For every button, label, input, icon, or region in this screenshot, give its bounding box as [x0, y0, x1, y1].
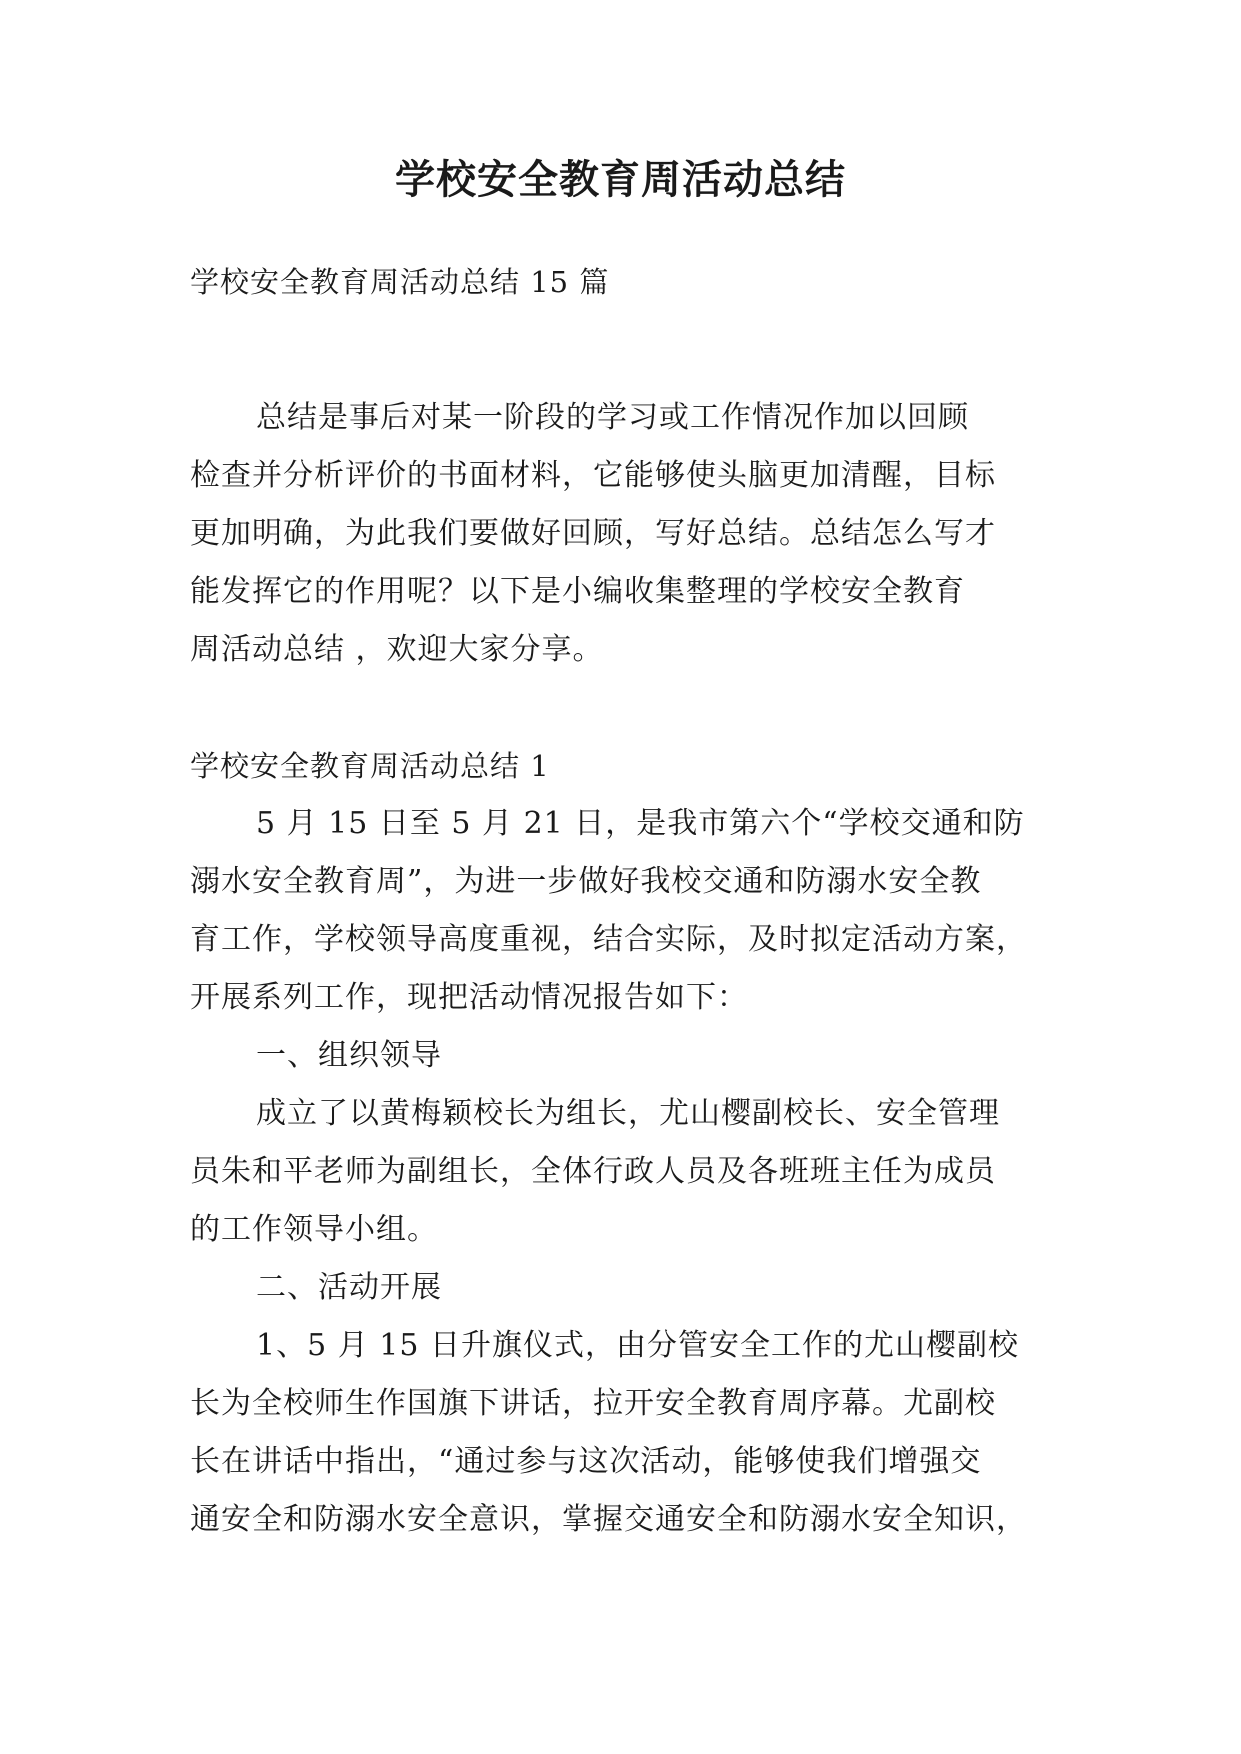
intro-line: 检查并分析评价的书面材料，它能够使头脑更加清醒，目标	[190, 458, 996, 493]
paragraph-line: 育工作，学校领导高度重视，结合实际，及时拟定活动方案，	[190, 922, 1027, 957]
paragraph-line: 长为全校师生作国旗下讲话，拉开安全教育周序幕。尤副校	[190, 1386, 996, 1421]
intro-line: 总结是事后对某一阶段的学习或工作情况作加以回顾	[256, 400, 969, 435]
intro-line: 周活动总结 ，欢迎大家分享。	[190, 632, 604, 667]
intro-line: 能发挥它的作用呢？以下是小编收集整理的学校安全教育	[190, 574, 965, 609]
document-subtitle: 学校安全教育周活动总结 15 篇	[190, 265, 610, 299]
intro-line: 更加明确，为此我们要做好回顾，写好总结。总结怎么写才	[190, 516, 996, 551]
subsection-heading-org: 一、组织领导	[256, 1038, 442, 1073]
paragraph-line: 成立了以黄梅颖校长为组长，尤山樱副校长、安全管理	[256, 1096, 1000, 1131]
paragraph-line: 员朱和平老师为副组长，全体行政人员及各班班主任为成员	[190, 1154, 996, 1189]
paragraph-line: 溺水安全教育周”，为进一步做好我校交通和防溺水安全教	[190, 864, 982, 899]
paragraph-line: 的工作领导小组。	[190, 1212, 438, 1247]
paragraph-line: 通安全和防溺水安全意识，掌握交通安全和防溺水安全知识，	[190, 1502, 1027, 1537]
paragraph-line: 5 月 15 日至 5 月 21 日，是我市第六个“学校交通和防	[256, 806, 1025, 841]
subsection-heading-activity: 二、活动开展	[256, 1270, 442, 1305]
paragraph-line: 开展系列工作，现把活动情况报告如下：	[190, 980, 748, 1015]
paragraph-line: 1、5 月 15 日升旗仪式，由分管安全工作的尤山樱副校	[256, 1328, 1019, 1363]
section-heading: 学校安全教育周活动总结 1	[190, 749, 550, 783]
document-title: 学校安全教育周活动总结	[395, 156, 846, 203]
paragraph-line: 长在讲话中指出，“通过参与这次活动，能够使我们增强交	[190, 1444, 982, 1479]
